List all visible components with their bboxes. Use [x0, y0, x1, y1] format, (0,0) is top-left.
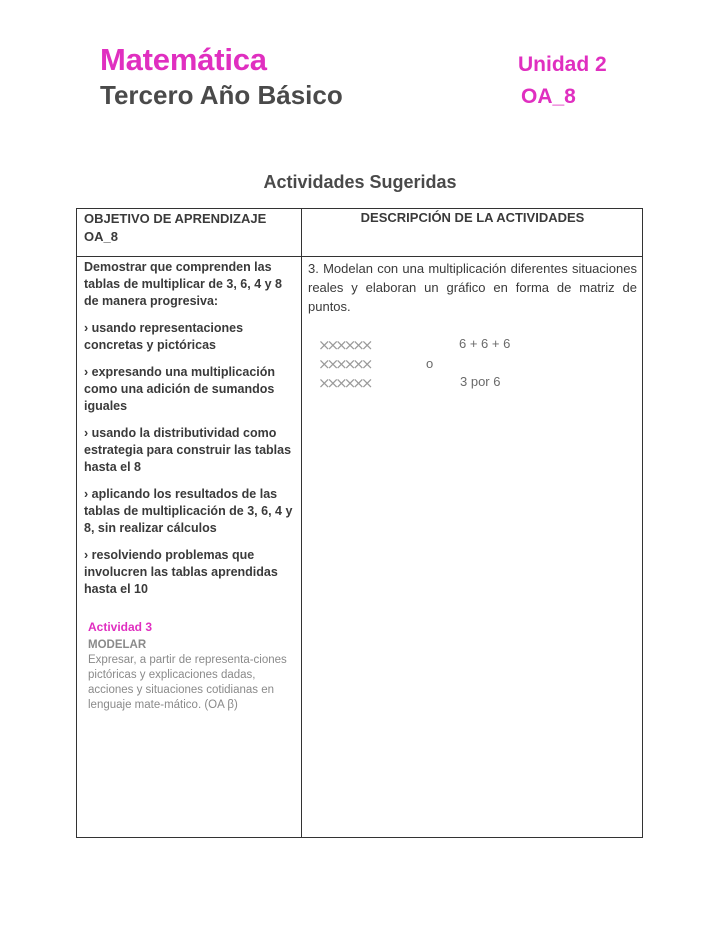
column-divider	[301, 208, 302, 838]
objective-item: › resolviendo problemas que involucren las tablas aprendidas hasta el 10	[84, 548, 278, 596]
grade-title: Tercero Año Básico	[100, 80, 343, 110]
section-title: Actividades Sugeridas	[263, 172, 457, 192]
objective-cell	[84, 259, 296, 608]
activity-box	[88, 620, 288, 713]
matrix-row: ××××××	[318, 374, 370, 392]
unit-label: Unidad 2	[518, 53, 607, 76]
objective-item: › usando representaciones concretas y pictóricas	[84, 321, 244, 352]
subject-title: Matemática	[100, 42, 267, 77]
header-divider	[76, 256, 643, 257]
activity-skill: MODELAR	[88, 639, 147, 651]
sum-expression: 6 + 6 + 6	[459, 336, 511, 351]
matrix-row: ××××××	[318, 355, 370, 373]
description-text: 3. Modelan con una multiplicación diferentes situaciones reales y elaboran un gráfico en forma de matriz de puntos.	[308, 261, 637, 314]
objective-item: › usando la distributividad como estrategia para construir las tablas hasta el 8	[84, 426, 292, 474]
objective-item: › expresando una multiplicación como una adición de sumandos iguales	[84, 365, 276, 413]
column-header-description: DESCRIPCIÓN DE LA ACTIVIDADES	[360, 210, 585, 225]
activity-text: Expresar, a partir de representa-ciones pictóricas y explicaciones dadas, acciones y situaciones cotidianas en lenguaje mate-mático. (OA β)	[88, 654, 287, 711]
product-expression: 3 por 6	[460, 374, 501, 389]
dot-matrix	[318, 336, 369, 393]
activity-title: Actividad 3	[88, 620, 153, 634]
matrix-row: ××××××	[318, 336, 370, 354]
objective-item: › aplicando los resultados de las tablas de multiplicación de 3, 6, 4 y 8, sin realizar cálculos	[84, 487, 293, 535]
objective-intro: Demostrar que comprenden las tablas de multiplicar de 3, 6, 4 y 8 de manera progresiva:	[84, 260, 282, 308]
objective-code: OA_8	[521, 85, 576, 108]
column-header-objective: OBJETIVO DE APRENDIZAJE OA_8	[84, 211, 267, 244]
connector-text: o	[426, 356, 434, 371]
